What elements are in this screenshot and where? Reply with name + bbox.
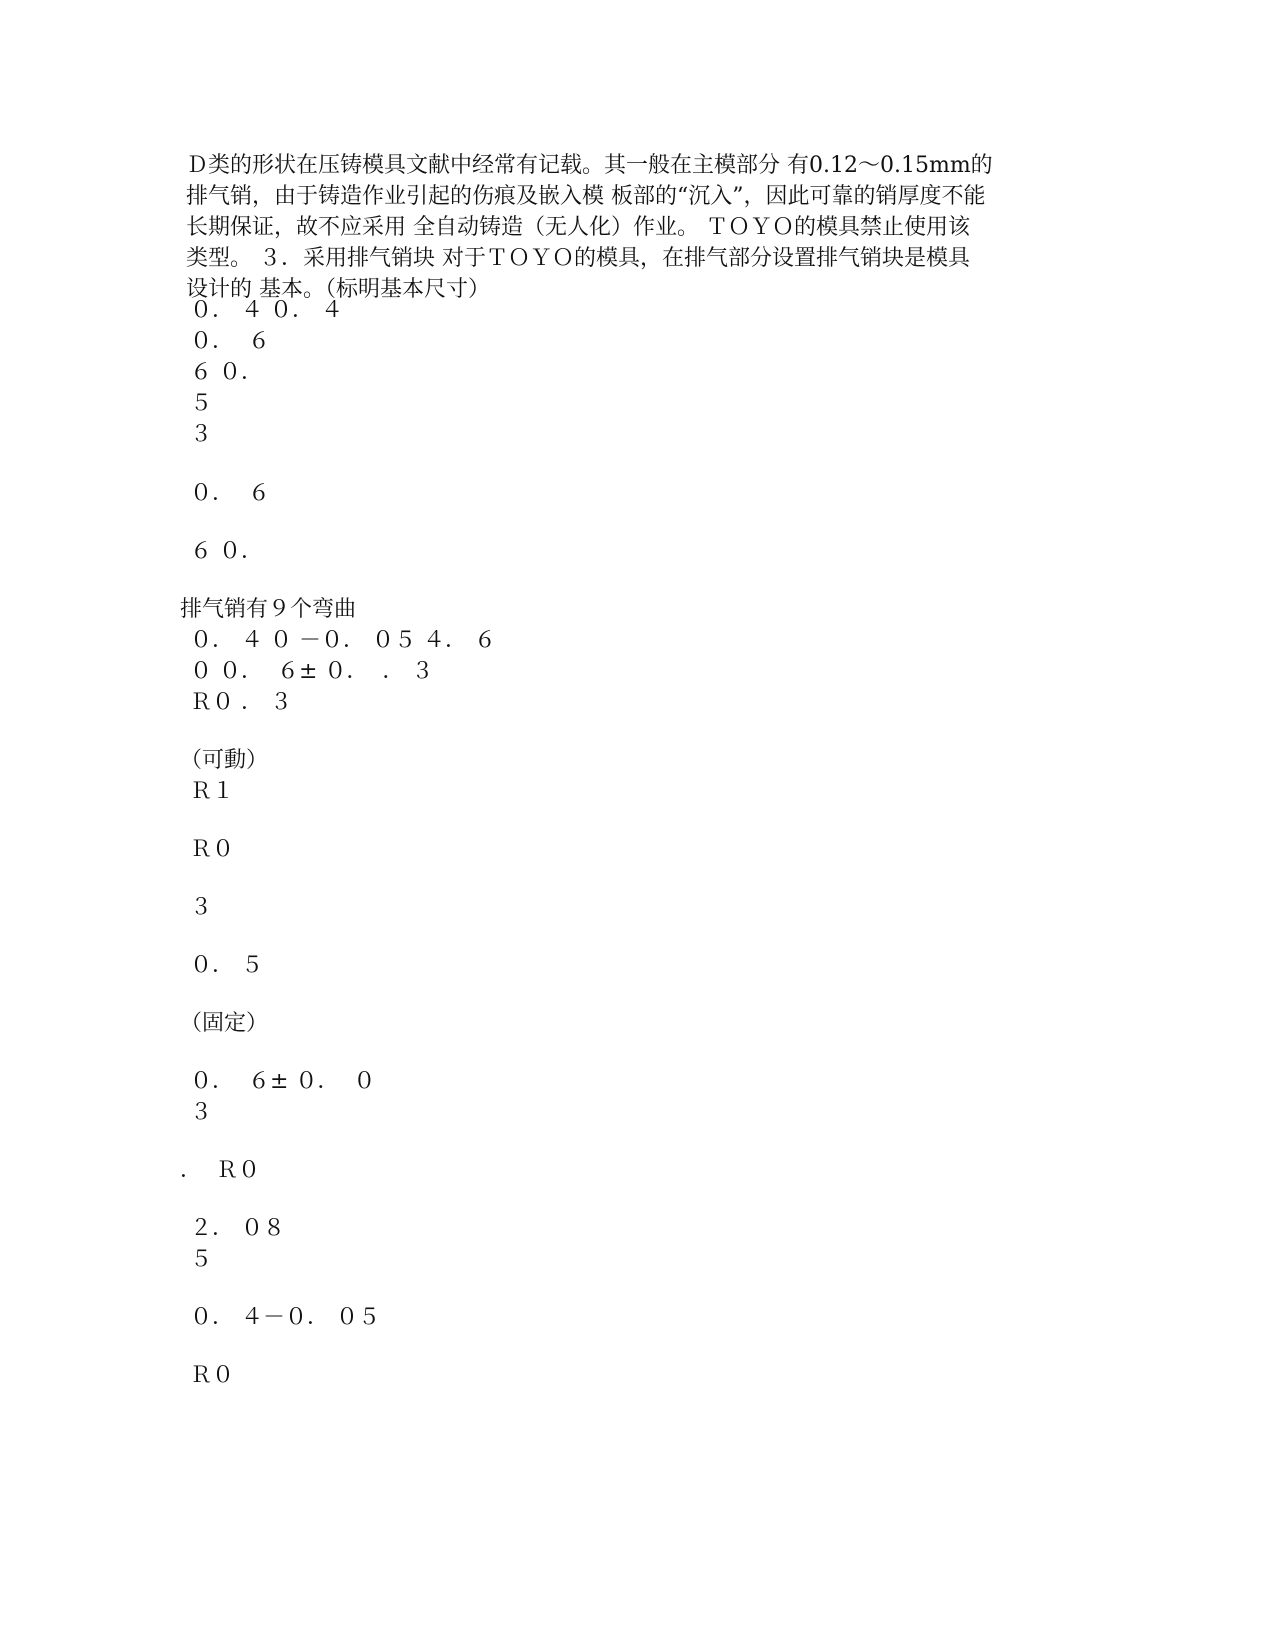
dimension-line: ０． ４－０． ０５	[190, 1305, 380, 1330]
dimension-line: ６ ０．	[190, 360, 263, 385]
paragraph-line: Ｄ类的形状在压铸模具文献中经常有记载。其一般在主模部分 有0.12～0.15mm的	[186, 153, 993, 178]
dimension-line: ０． ４ ０ －０． ０５ ４． ６	[190, 628, 496, 653]
dimension-line: ３	[190, 895, 213, 920]
dimension-line: ０． ６	[190, 481, 270, 506]
dimension-line: Ｒ０ ． ３	[190, 690, 292, 715]
dimension-line: ５	[190, 1247, 213, 1272]
paragraph-line: 设计的 基本。（标明基本尺寸）	[186, 277, 490, 302]
dimension-line: Ｒ１	[190, 779, 235, 804]
paragraph-line: 长期保证，故不应采用 全自动铸造（无人化）作业。 ＴＯＹＯ的模具禁止使用该	[186, 215, 970, 240]
dimension-line: ２． ０８	[190, 1216, 285, 1241]
paragraph-line: 类型。 ３．采用排气销块 对于ＴＯＹＯ的模具，在排气部分设置排气销块是模具	[186, 246, 970, 271]
dimension-line: ６ ０．	[190, 539, 263, 564]
dimension-line: ０． ４ ０． ４	[190, 298, 343, 323]
caption-line: 排气销有９个弯曲	[180, 597, 357, 622]
dimension-line: ３	[190, 422, 213, 447]
dimension-line: ５	[190, 391, 213, 416]
intro-paragraph	[186, 150, 1086, 305]
label-line: （可動）	[180, 748, 269, 773]
dimension-line: ０． ５	[190, 953, 263, 978]
label-line: （固定）	[180, 1011, 269, 1036]
dimension-line: ０． ６	[190, 329, 270, 354]
dimension-line: Ｒ０	[190, 837, 235, 862]
dimension-line: Ｒ０	[190, 1363, 235, 1388]
dimension-line: ． Ｒ０	[180, 1158, 260, 1183]
dimension-line: ３	[190, 1100, 213, 1125]
dimension-line: ０． ６± ０． ０	[190, 1069, 376, 1094]
paragraph-line: 排气销，由于铸造作业引起的伤痕及嵌入模 板部的“沉入”，因此可靠的销厚度不能	[186, 184, 986, 209]
dimension-line: ０ ０． ６± ０． ． ３	[190, 659, 434, 684]
